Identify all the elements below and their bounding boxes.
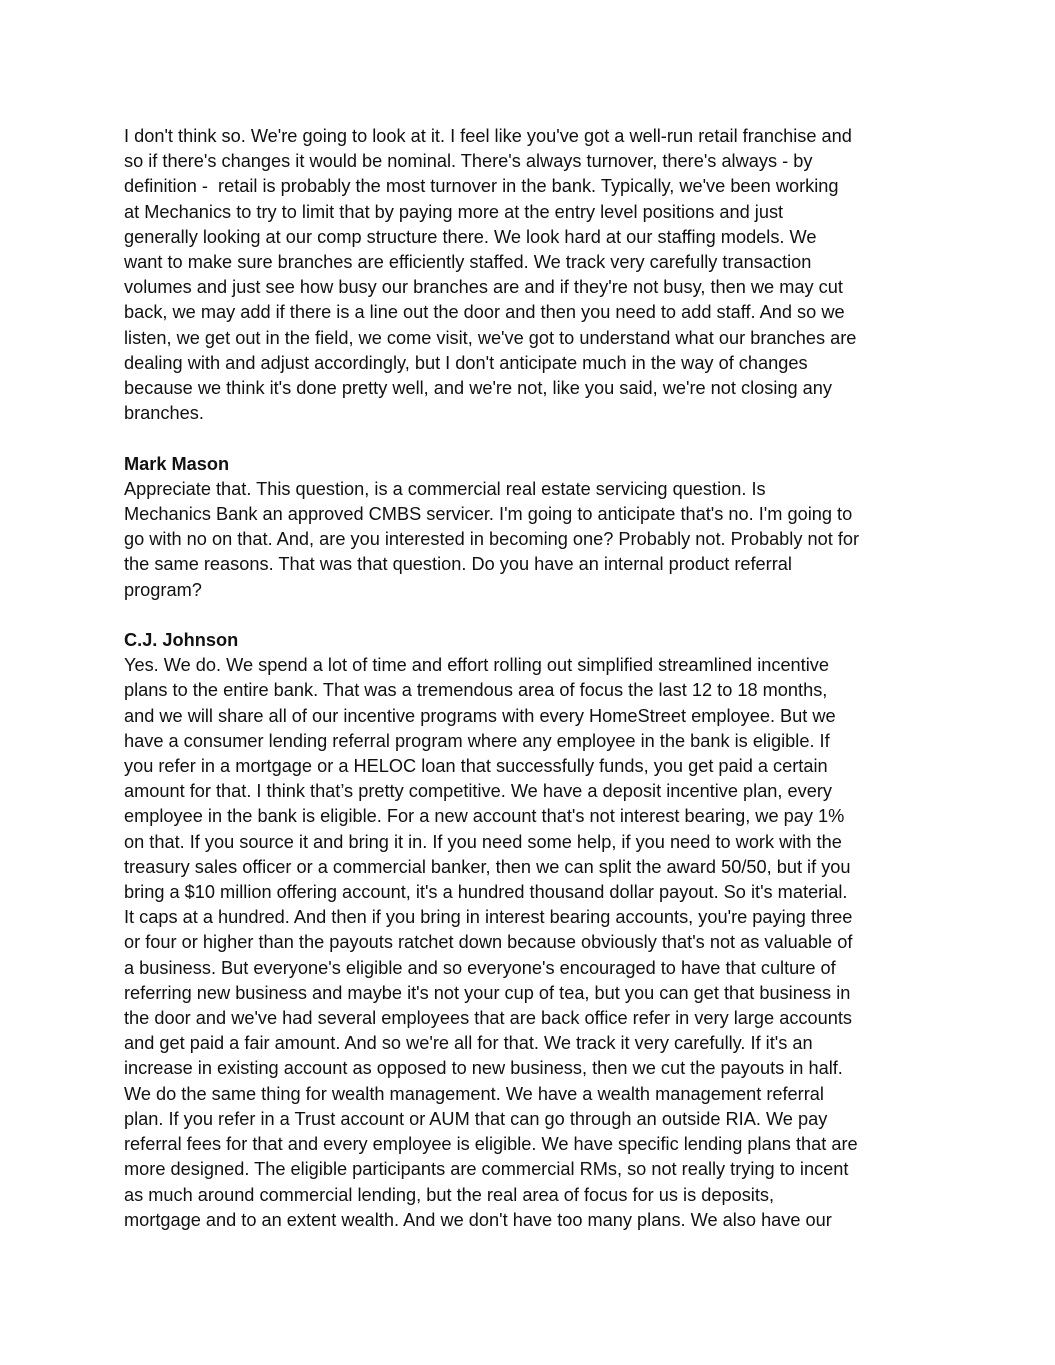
text-line: program? <box>124 579 202 600</box>
text-line: more designed. The eligible participants are commercial RMs, so not really trying to incent <box>124 1159 849 1180</box>
text-line: referral fees for that and every employee is eligible. We have specific lending plans that are <box>124 1134 858 1155</box>
text-line: because we think it's done pretty well, and we're not, like you said, we're not closing any <box>124 378 832 399</box>
paragraph-text <box>124 124 930 426</box>
text-line: We do the same thing for wealth management. We have a wealth management referral <box>124 1083 824 1104</box>
text-line: go with no on that. And, are you interested in becoming one? Probably not. Probably not for <box>124 529 860 550</box>
transcript-section-3 <box>124 628 930 1233</box>
transcript-section-2 <box>124 452 930 603</box>
text-line: and we will share all of our incentive programs with every HomeStreet employee. But we <box>124 705 836 726</box>
paragraph-text <box>124 653 930 1233</box>
speaker-name: Mark Mason <box>124 453 230 474</box>
text-line: a business. But everyone's eligible and so everyone's encouraged to have that culture of <box>124 957 836 978</box>
text-line: at Mechanics to try to limit that by paying more at the entry level positions and just <box>124 201 784 222</box>
text-line: or four or higher than the payouts ratchet down because obviously that's not as valuable of <box>124 932 853 953</box>
text-line: Yes. We do. We spend a lot of time and effort rolling out simplified streamlined incentive <box>124 655 829 676</box>
text-line: so if there's changes it would be nominal. There's always turnover, there's always - by <box>124 151 813 172</box>
text-line: plan. If you refer in a Trust account or AUM that can go through an outside RIA. We pay <box>124 1108 828 1129</box>
text-line: mortgage and to an extent wealth. And we don't have too many plans. We also have our <box>124 1209 832 1230</box>
text-line: bring a $10 million offering account, it's a hundred thousand dollar payout. So it's material. <box>124 882 848 903</box>
text-line: listen, we get out in the field, we come visit, we've got to understand what our branches are <box>124 327 857 348</box>
speaker-name: C.J. Johnson <box>124 630 239 651</box>
text-line: as much around commercial lending, but the real area of focus for us is deposits, <box>124 1184 775 1205</box>
text-line: volumes and just see how busy our branches are and if they're not busy, then we may cut <box>124 277 843 298</box>
text-line: Mechanics Bank an approved CMBS servicer. I'm going to anticipate that's no. I'm going to <box>124 504 853 525</box>
text-line: back, we may add if there is a line out the door and then you need to add staff. And so we <box>124 302 845 323</box>
text-line: I don't think so. We're going to look at it. I feel like you've got a well-run retail franchise and <box>124 126 852 146</box>
text-line: the door and we've had several employees that are back office refer in very large accounts <box>124 1008 853 1029</box>
text-line: branches. <box>124 403 204 424</box>
text-line: treasury sales officer or a commercial banker, then we can split the award 50/50, but if you <box>124 856 851 877</box>
text-line: definition - retail is probably the most turnover in the bank. Typically, we've been working <box>124 176 839 197</box>
text-line: on that. If you source it and bring it in. If you need some help, if you need to work with the <box>124 831 842 852</box>
paragraph-text <box>124 477 930 603</box>
text-line: Appreciate that. This question, is a commercial real estate servicing question. Is <box>124 478 766 499</box>
text-line: want to make sure branches are efficiently staffed. We track very carefully transaction <box>124 252 812 273</box>
text-line: plans to the entire bank. That was a tremendous area of focus the last 12 to 18 months, <box>124 680 828 701</box>
transcript-body <box>124 124 930 1258</box>
text-line: amount for that. I think that’s pretty competitive. We have a deposit incentive plan, every <box>124 781 833 802</box>
text-line: dealing with and adjust accordingly, but I don't anticipate much in the way of changes <box>124 352 808 373</box>
text-line: employee in the bank is eligible. For a new account that's not interest bearing, we pay 1% <box>124 806 845 827</box>
text-line: generally looking at our comp structure there. We look hard at our staffing models. We <box>124 226 817 247</box>
text-line: referring new business and maybe it's not your cup of tea, but you can get that business in <box>124 982 851 1003</box>
text-line: have a consumer lending referral program where any employee in the bank is eligible. If <box>124 730 830 751</box>
transcript-section-1 <box>124 124 930 426</box>
text-line: It caps at a hundred. And then if you bring in interest bearing accounts, you're paying three <box>124 907 853 928</box>
text-line: increase in existing account as opposed to new business, then we cut the payouts in half. <box>124 1058 843 1079</box>
text-line: the same reasons. That was that question. Do you have an internal product referral <box>124 554 792 575</box>
text-line: you refer in a mortgage or a HELOC loan that successfully funds, you get paid a certain <box>124 756 828 777</box>
text-line: and get paid a fair amount. And so we're all for that. We track it very carefully. If it's an <box>124 1033 813 1054</box>
